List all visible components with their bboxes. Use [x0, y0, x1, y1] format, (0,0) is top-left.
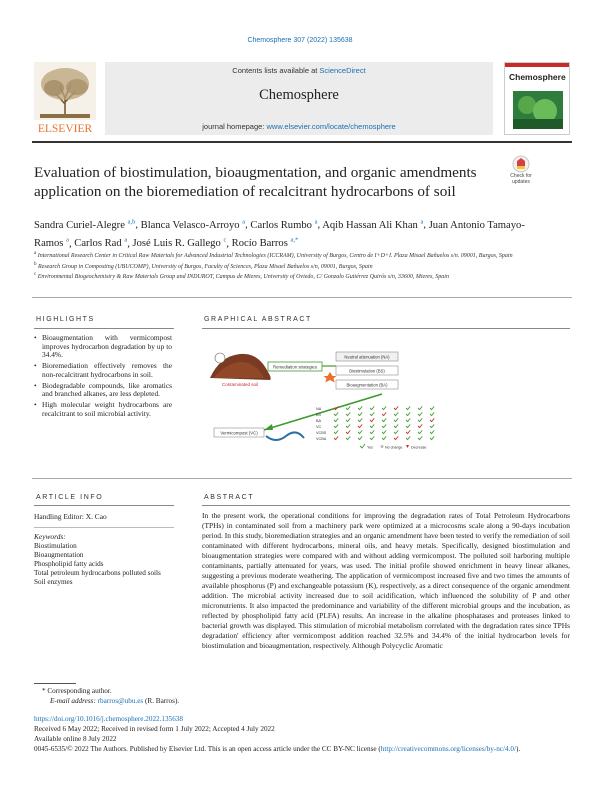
- author[interactable]: Blanca Velasco-Arroyo $^a$: [140, 218, 246, 231]
- journal-masthead: [32, 60, 572, 140]
- abstract-body: In the present work, the operational conditions for improving the degradation rates of Total Petroleum Hydrocarbons (TPHs) in contaminated soil from a machinery park were optimized at a microcosms scale along a 90-days incubation period. In this study, bioremediation strategies and an organic amendment have been tested to verify the remediation of soil contaminated with different hydrocarbons, mineral oils, and heavy metals. Specifically, designed biostimulation and bioaugmentation strategies were compared with and without adding vermicompost. The polluted soil harboring multiple contaminants, partially attenuated for years, was used. The initial profile showed enrichment in heavy linear alkanes, suggesting a previous moderate weathering. The application of vermicompost increased five and two times the amounts of available phosphorus (P) and exchangeable potassium (K), respectively, as a direct consequence of the organic amendment addition. The microbial activity increased due to soil acidification, which influenced the solubility of P and other micronutrients. It also impacted the predominance and variability of the different microbial groups and the incubation, as reflected by phospholipid fatty acid (PLFA) results. An increase in the alkaline phosphatases and proteases linked to bacterial growth was displayed. This stimulation of microbial metabolism correlated with the degradation rates since TPHs degradation' efficiency after vermicompost addition reached 32.5% and 34.4% of the initial hydrocarbon levels for biostimulation and bioaugmentation, respectively. Although Polycyclic Aromatic: [202, 511, 570, 650]
- vermicompost-label: Vermicompost (VC): [220, 430, 258, 436]
- cover-title: Chemosphere: [509, 72, 566, 82]
- checkmark-icon: [430, 430, 434, 433]
- keyword: Soil enzymes: [34, 577, 73, 586]
- table-row-label: BS: [316, 413, 322, 417]
- checkmark-icon: [382, 424, 386, 427]
- checkmark-icon: [394, 430, 398, 433]
- checkmark-icon: [370, 418, 374, 421]
- checkmark-icon: [382, 436, 386, 439]
- publisher-name: ELSEVIER: [37, 123, 93, 135]
- highlights-heading: HIGHLIGHTS: [36, 316, 95, 323]
- article-info-divider: [34, 527, 174, 528]
- check-updates-icon: [504, 154, 538, 184]
- sciencedirect-link[interactable]: ScienceDirect: [319, 66, 366, 75]
- email-suffix: (R. Barros).: [143, 697, 180, 705]
- copyright-prefix: 0045-6535/© 2022 The Authors. Published by Elsevier Ltd. This is an open access article under the CC BY-NC license (: [34, 745, 381, 753]
- star-icon: [324, 372, 337, 383]
- checkmark-icon: [382, 412, 386, 415]
- check-for-updates-badge[interactable]: [504, 154, 538, 184]
- keyword: Biostimulation: [34, 542, 77, 550]
- table-row-label: NA: [316, 407, 322, 411]
- affiliation: $^b$ Research Group in Composting (UBUCOMP), University of Burgos, Faculty of Sciences, Plaza Misael Bañuelos s/n, 09001, Burgos, Spain: [34, 261, 373, 270]
- author[interactable]: Carlos Rumbo $^a$: [250, 218, 318, 231]
- highlights-rule: [34, 328, 174, 329]
- affiliation: $^c$ Environmental Biogeochemistry & Raw Materials Group and INDUROT, Campus de Mieres, University of Oviedo, C/ Gonzalo Gutiérrez Quirós s/n, 33600, Mieres, Spain: [34, 272, 449, 281]
- graphical-abstract-rule: [202, 328, 570, 329]
- checkmark-icon: [370, 412, 374, 415]
- checkmark-icon: [394, 412, 398, 415]
- checkmark-icon: [370, 430, 374, 433]
- legend-neutral-icon: [381, 445, 384, 448]
- pile-label: Contaminated soil: [221, 382, 259, 387]
- checkmark-icon: [430, 412, 434, 415]
- doi-link[interactable]: https://doi.org/10.1016/j.chemosphere.2022.135638: [34, 715, 183, 723]
- checkmark-icon: [394, 436, 398, 439]
- flow-curve: [266, 432, 304, 440]
- checkmark-icon: [358, 406, 362, 409]
- keyword: Phospholipid fatty acids: [34, 559, 104, 568]
- checkmark-icon: [406, 418, 410, 421]
- checkmark-icon: [382, 418, 386, 421]
- checkmark-icon: [358, 418, 362, 421]
- affiliation: $^a$ International Research Center in Critical Raw Materials for Advanced Industrial Technologies (ICCRAM), University of Burgos, Centro de I+D+I. Plaza Misael Bañuelos s/n. 09001, Burgos, Spain: [34, 251, 513, 259]
- elsevier-tree-logo: [32, 60, 98, 138]
- table-row-label: VCBA: [316, 437, 327, 441]
- graphical-abstract-figure[interactable]: [206, 334, 570, 452]
- checkmark-icon: [406, 424, 410, 427]
- machinery-icon: [215, 353, 225, 363]
- article-info-rule: [34, 505, 174, 506]
- journal-reference[interactable]: Chemosphere 307 (2022) 135638: [247, 37, 353, 44]
- keyword: Total petroleum hydrocarbons polluted soils: [34, 568, 161, 577]
- keywords-label: Keywords:: [34, 532, 66, 541]
- checkmark-icon: [430, 424, 434, 427]
- keyword: Bioaugmentation: [34, 550, 84, 559]
- checkmark-icon: [334, 412, 338, 415]
- checkmark-icon: [358, 412, 362, 415]
- checkmark-icon: [346, 418, 350, 421]
- checkmark-icon: [394, 424, 398, 427]
- highlight-item: • Bioremediation effectively removes the non-recalcitrant hydrocarbons in soil.: [34, 362, 172, 379]
- checkmark-icon: [370, 424, 374, 427]
- checkmark-icon: [334, 430, 338, 433]
- checkmark-icon: [346, 412, 350, 415]
- checkmark-icon: [346, 406, 350, 409]
- legend-decrease: Decrease: [411, 445, 427, 450]
- author[interactable]: Rocío Barros $^{a,*}$: [231, 236, 299, 250]
- highlight-item: • High molecular weight hydrocarbons are recalcitrant to soil microbial activity.: [34, 401, 172, 418]
- cover-top-bar: [505, 63, 570, 67]
- checkmark-icon: [394, 418, 398, 421]
- highlight-item: • Bioaugmentation with vermicompost improves hydrocarbon degradation by up to 34.4%.: [34, 334, 172, 360]
- checkmark-icon: [430, 418, 434, 421]
- journal-name: Chemosphere: [259, 87, 339, 103]
- homepage-prefix: journal homepage:: [202, 122, 267, 131]
- checkmark-icon: [418, 430, 422, 433]
- highlight-item: • Biodegradable compounds, like aromatics and branched alkanes, are less depleted.: [34, 382, 172, 399]
- masthead-rule: [32, 141, 572, 143]
- keywords-list: [34, 542, 184, 587]
- checkmark-icon: [358, 424, 362, 427]
- footnote-rule: [34, 683, 76, 684]
- homepage-link[interactable]: www.elsevier.com/locate/chemosphere: [266, 122, 396, 131]
- article-title: Evaluation of biostimulation, bioaugmentation, and organic amendments application on the bioremediation of recalcitrant hydrocarbons of soil: [34, 164, 477, 200]
- license-link[interactable]: http://creativecommons.org/licenses/by-nc/4.0/: [380, 745, 516, 753]
- biostimulation-label: Biostimulation (BS): [349, 368, 385, 374]
- check-updates-line-2: updates: [512, 179, 530, 184]
- corresponding-author-note: * Corresponding author.: [42, 687, 112, 695]
- results-checkmarks: [334, 406, 434, 439]
- abstract-rule: [202, 505, 570, 506]
- checkmark-icon: [406, 412, 410, 415]
- table-row-label: VC: [316, 425, 322, 429]
- table-row-label: VCBS: [316, 431, 327, 435]
- legend-yes: Yes: [367, 445, 373, 450]
- arrow-head: [264, 424, 273, 430]
- checkmark-icon: [406, 436, 410, 439]
- email-label: E-mail address:: [50, 697, 98, 705]
- checkmark-icon: [334, 418, 338, 421]
- author[interactable]: Sandra Curiel-Alegre $^{a,b}$: [34, 218, 136, 231]
- checkmark-icon: [418, 406, 422, 409]
- checkmark-icon: [346, 436, 350, 439]
- bioaugmentation-label: Bioaugmentation (BA): [346, 382, 388, 388]
- copyright-notice: [34, 745, 570, 755]
- contents-line: [105, 66, 493, 75]
- checkmark-icon: [358, 436, 362, 439]
- masthead-band: [105, 62, 493, 135]
- table-row-label: BA: [316, 419, 322, 423]
- checkmark-icon: [430, 406, 434, 409]
- checkmark-icon: [358, 430, 362, 433]
- author[interactable]: Aqib Hassan Ali Khan $^a$: [322, 218, 424, 231]
- checkmark-icon: [370, 436, 374, 439]
- received-dates: Received 6 May 2022; Received in revised form 1 July 2022; Accepted 4 July 2022: [34, 725, 275, 733]
- graphical-abstract-heading: GRAPHICAL ABSTRACT: [204, 316, 312, 323]
- email-link[interactable]: rbarros@ubu.es: [97, 697, 144, 705]
- table-legend: [360, 444, 426, 450]
- checkmark-icon: [346, 424, 350, 427]
- neutral-attenuation-label: Neutral attenuation (NA): [344, 354, 390, 360]
- section-rule: [32, 478, 572, 479]
- email-line: [50, 697, 179, 705]
- author[interactable]: Carlos Rad $^a$: [74, 236, 128, 250]
- contents-prefix: Contents lists available at: [232, 66, 320, 75]
- checkmark-icon: [418, 418, 422, 421]
- homepage-line: [105, 122, 493, 131]
- checkmark-icon: [346, 430, 350, 433]
- article-info-heading: ARTICLE INFO: [36, 494, 104, 501]
- checkmark-icon: [406, 406, 410, 409]
- journal-cover-thumbnail[interactable]: [504, 62, 570, 135]
- legend-decrease-icon: [406, 445, 409, 448]
- checkmark-icon: [418, 412, 422, 415]
- checkmark-icon: [370, 406, 374, 409]
- online-date: Available online 8 July 2022: [34, 735, 117, 743]
- cover-image: [513, 91, 563, 129]
- checkmark-icon: [334, 436, 338, 439]
- affiliations: [34, 250, 564, 282]
- checkmark-icon: [418, 436, 422, 439]
- section-rule: [32, 297, 572, 298]
- author[interactable]: Juan Antonio Tamayo-Ramos $^a$: [34, 219, 525, 250]
- remediation-label: Remediation strategies: [273, 364, 317, 370]
- vermicompost-arrow: [264, 394, 382, 430]
- abstract-heading: ABSTRACT: [204, 494, 255, 501]
- checkmark-icon: [406, 430, 410, 433]
- checkmark-icon: [394, 406, 398, 409]
- checkmark-icon: [430, 436, 434, 439]
- legend-check-icon: [360, 444, 365, 448]
- checkmark-icon: [382, 430, 386, 433]
- highlights-list: [34, 334, 172, 420]
- checkmark-icon: [382, 406, 386, 409]
- checkmark-icon: [418, 424, 422, 427]
- copyright-suffix: ).: [515, 745, 521, 753]
- legend-no-change: No change: [385, 445, 403, 450]
- checkmark-icon: [334, 424, 338, 427]
- author[interactable]: José Luis R. Gallego $^c$: [132, 236, 227, 250]
- handling-editor: Handling Editor: X. Cao: [34, 512, 107, 521]
- author-list: Sandra Curiel-Alegre $^{a,b}$, Blanca Velasco-Arroyo $^a$, Carlos Rumbo $^a$, Aqib Hassan Ali Khan $^a$, Juan Antonio Tamayo-Ramos $^a$, Carlos Rad $^a$, José Luis R. Gallego $^c$, Rocío Barros $^{a,*}$: [34, 218, 525, 250]
- check-updates-line-1: Check for: [510, 173, 532, 179]
